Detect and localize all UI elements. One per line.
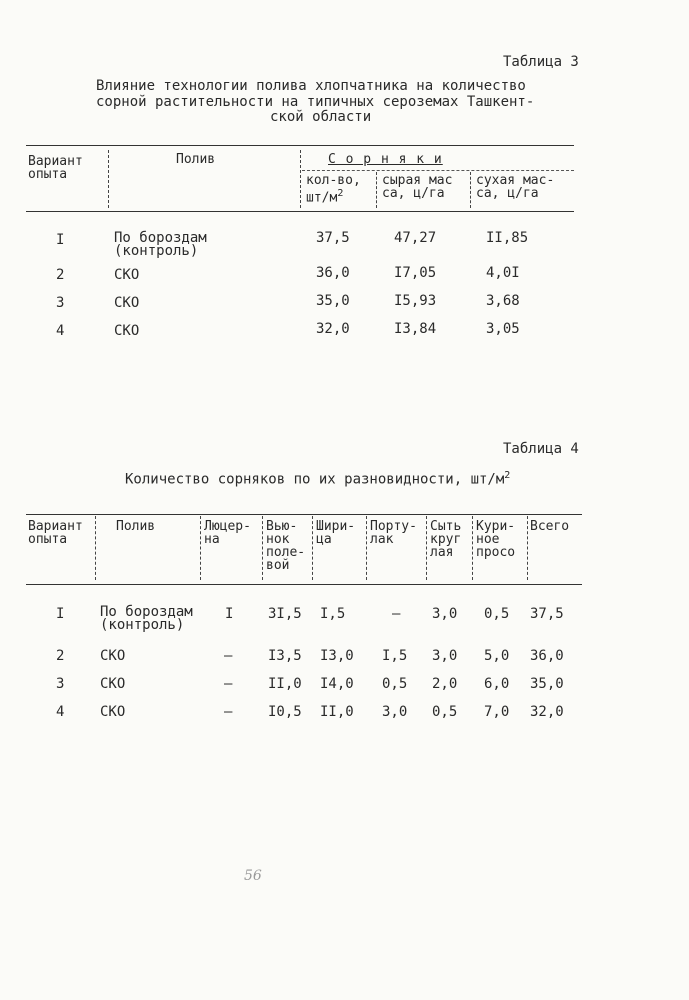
table4-col-divider-8: [527, 516, 528, 580]
table3-header-count: кол-во, $шт/м^2$: [306, 173, 361, 206]
table3-top-rule: [26, 145, 574, 146]
table3-header-dry: сухая мас- са, ц/га: [476, 173, 555, 201]
table4-header-total: Всего: [530, 519, 570, 534]
table3-header-rule: [26, 211, 574, 212]
page-number: 56: [244, 868, 262, 884]
table4-purslane: 0,5: [382, 676, 408, 692]
table4-cyperus: 0,5: [432, 704, 458, 720]
table4-millet: 7,0: [484, 704, 510, 720]
table3-poliv: СКО: [114, 323, 140, 339]
table3-weeds-subrule: [302, 170, 574, 171]
table4-title: Количество сорняков по их разновидности, $шт/м^2$: [125, 470, 511, 488]
table4-header-shiritsa: Шири- ца: [316, 519, 356, 547]
table3-header-variant: Вариант опыта: [28, 154, 83, 182]
table3-poliv: СКО: [114, 267, 140, 283]
table4-lucerne: –: [224, 704, 233, 720]
table4-header-variant: Вариант опыта: [28, 519, 83, 547]
table4-bindweed: I3,5: [268, 648, 302, 664]
table4-col-divider-3: [262, 516, 263, 580]
table4-variant: 4: [56, 704, 65, 720]
table3-count: 32,0: [316, 321, 350, 337]
table3-col-divider-4: [470, 172, 471, 208]
table4-lucerne: –: [224, 676, 233, 692]
table4-variant: 3: [56, 676, 65, 692]
table3-wet: I3,84: [394, 321, 437, 337]
table4-col-divider-4: [312, 516, 313, 580]
table3-variant: I: [56, 232, 65, 248]
table3-variant: 4: [56, 323, 65, 339]
table4-lucerne: –: [224, 648, 233, 664]
table3-count: 36,0: [316, 265, 350, 281]
table4-col-divider-1: [95, 516, 96, 580]
table3-col-divider-1: [108, 150, 109, 208]
table4-shiritsa: II,0: [320, 704, 354, 720]
table3-dry: 3,05: [486, 321, 520, 337]
table4-purslane: 3,0: [382, 704, 408, 720]
table4-purslane: I,5: [382, 648, 408, 664]
table4-bindweed: 3I,5: [268, 606, 302, 622]
table4-total: 37,5: [530, 606, 564, 622]
table4-total: 36,0: [530, 648, 564, 664]
table4-bindweed: II,0: [268, 676, 302, 692]
table4-millet: 0,5: [484, 606, 510, 622]
table3-col-divider-3: [376, 172, 377, 208]
table4-header-millet: Кури- ное просо: [476, 519, 516, 560]
table4-header-purslane: Порту- лак: [370, 519, 417, 547]
table4-shiritsa: I3,0: [320, 648, 354, 664]
table4-lucerne: I: [225, 606, 234, 622]
table4-shiritsa: I4,0: [320, 676, 354, 692]
table3-col-divider-2: [300, 150, 301, 208]
table3-dry: 3,68: [486, 293, 520, 309]
table4-bindweed: I0,5: [268, 704, 302, 720]
table3-count: 37,5: [316, 230, 350, 246]
table3-count: 35,0: [316, 293, 350, 309]
table4-header-lucerne: Люцер- на: [204, 519, 251, 547]
table3-title-line-2: сорной растительности на типичных сероземах Ташкент-: [96, 94, 535, 110]
table3-title-line-1: Влияние технологии полива хлопчатника на количество: [96, 78, 526, 94]
table4-header-cyperus: Сыть круг лая: [430, 519, 462, 560]
table4-purslane: –: [392, 606, 401, 622]
table4-millet: 5,0: [484, 648, 510, 664]
table3-wet: 47,27: [394, 230, 437, 246]
table4-top-rule: [26, 514, 582, 515]
table4-shiritsa: I,5: [320, 606, 346, 622]
table4-cyperus: 3,0: [432, 648, 458, 664]
table3-header-poliv: Полив: [176, 152, 216, 167]
table4-col-divider-2: [200, 516, 201, 580]
table4-header-rule: [26, 584, 582, 585]
table3-dry: 4,0I: [486, 265, 520, 281]
table3-dry: II,85: [486, 230, 529, 246]
table4-millet: 6,0: [484, 676, 510, 692]
table4-poliv: По бороздам (контроль): [100, 604, 193, 633]
table4-total: 32,0: [530, 704, 564, 720]
table3-variant: 2: [56, 267, 65, 283]
table4-col-divider-7: [472, 516, 473, 580]
table4-poliv: СКО: [100, 648, 126, 664]
table3-variant: 3: [56, 295, 65, 311]
table4-col-divider-6: [426, 516, 427, 580]
table3-wet: I5,93: [394, 293, 437, 309]
table3-label: Таблица 3: [503, 54, 579, 70]
table4-header-bindweed: Вью- нок поле- вой: [266, 519, 306, 573]
table4-total: 35,0: [530, 676, 564, 692]
table3-poliv: По бороздам (контроль): [114, 230, 207, 259]
table3-poliv: СКО: [114, 295, 140, 311]
table3-wet: I7,05: [394, 265, 437, 281]
table3-title-line-3: ской области: [270, 109, 372, 125]
table4-label: Таблица 4: [503, 441, 579, 457]
table4-cyperus: 2,0: [432, 676, 458, 692]
table4-cyperus: 3,0: [432, 606, 458, 622]
table4-col-divider-5: [366, 516, 367, 580]
table4-variant: 2: [56, 648, 65, 664]
table3-header-wet: сырая мас са, ц/га: [382, 173, 453, 201]
table4-variant: I: [56, 606, 65, 622]
table4-poliv: СКО: [100, 676, 126, 692]
table4-header-poliv: Полив: [116, 519, 156, 534]
table3-header-weeds: С о р н я к и: [328, 152, 443, 167]
table4-poliv: СКО: [100, 704, 126, 720]
